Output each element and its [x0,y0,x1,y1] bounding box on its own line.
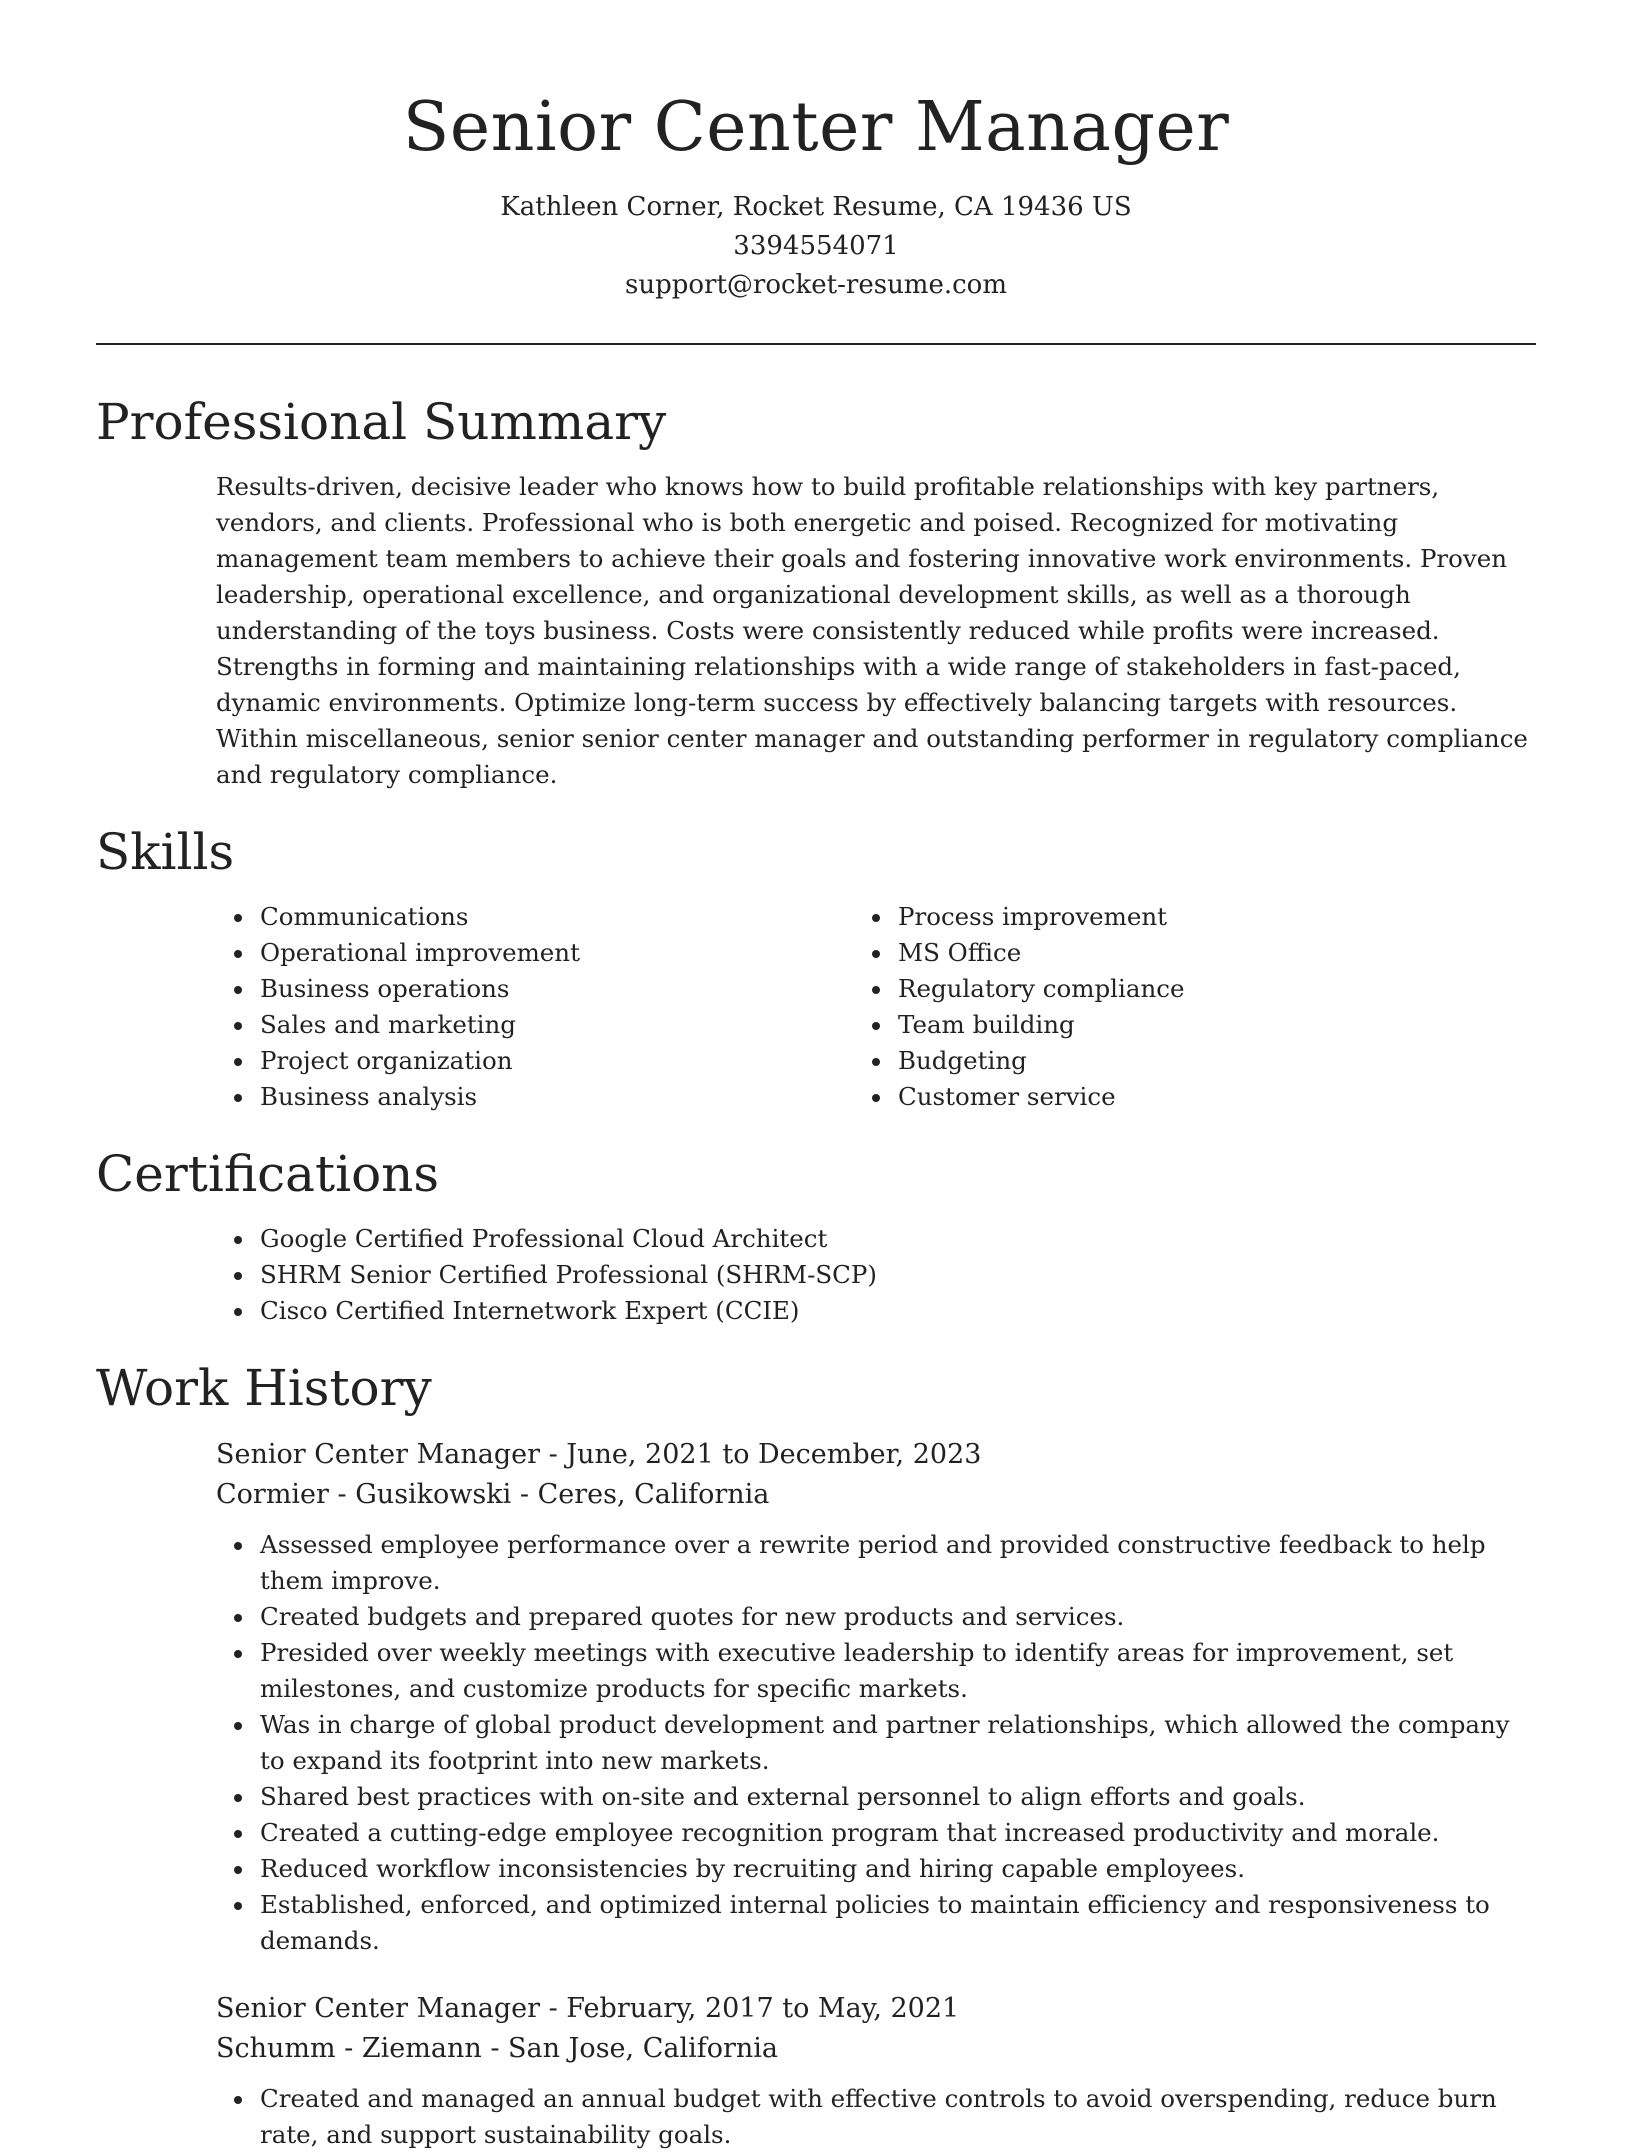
skills-column-left [260,899,898,1115]
resume-page [96,0,1536,2153]
job-bullet: Presided over weekly meetings with executive leadership to identify areas for improvement, set milestones, and customize products for specific markets. [260,1635,1536,1707]
job-location: San Jose, California [508,2033,778,2064]
job-company: Schumm - Ziemann [216,2033,482,2064]
job-bullets [260,2081,1536,2153]
skill-item: Operational improvement [260,935,898,971]
skill-item: Project organization [260,1043,898,1079]
skill-item: Regulatory compliance [898,971,1536,1007]
job-bullet: Created budgets and prepared quotes for new products and services. [260,1599,1536,1635]
contact-email: support@rocket-resume.com [624,270,1007,300]
skill-item: Sales and marketing [260,1007,898,1043]
job-title-line: Senior Center Manager - February, 2017 to May, 2021 [216,1993,960,2024]
skill-item: Communications [260,899,898,935]
job-entry [216,1435,1536,1959]
job-entry [216,1989,1536,2153]
certifications-list [260,1221,1536,1329]
skills-column-right [898,899,1536,1115]
job-title: Senior Center Manager [216,1439,540,1470]
summary-heading: Professional Summary [96,393,667,451]
certifications-heading: Certifications [96,1145,440,1203]
skills-list [260,899,1536,1115]
job-title-line: Senior Center Manager - June, 2021 to December, 2023 [216,1439,982,1470]
certification-item: Cisco Certified Internetwork Expert (CCIE) [260,1293,1536,1329]
job-bullet: Assessed employee performance over a rewrite period and provided constructive feedback to help them improve. [260,1527,1536,1599]
job-location: Ceres, California [537,1479,770,1510]
header-divider [96,343,1536,345]
job-bullet: Created a cutting-edge employee recognition program that increased productivity and morale. [260,1815,1536,1851]
skill-item: Team building [898,1007,1536,1043]
work-history-heading: Work History [96,1359,432,1417]
skill-item: Business analysis [260,1079,898,1115]
job-dates: June, 2021 to December, 2023 [566,1439,982,1470]
job-bullet: Was in charge of global product development and partner relationships, which allowed the company to expand its footprint into new markets. [260,1707,1536,1779]
resume-header [96,0,1536,305]
job-bullets [260,1527,1536,1959]
job-dates: February, 2017 to May, 2021 [566,1993,960,2024]
skill-item: Customer service [898,1079,1536,1115]
skill-item: Business operations [260,971,898,1007]
skills-heading: Skills [96,823,235,881]
summary-text: Results-driven, decisive leader who knows how to build profitable relationships with key partners, vendors, and clients. Professional who is both energetic and poised. Recognized for motivating management team members to achieve their goals and fostering innovative work environments. Proven leadership, operational excellence, and organizational development skills, as well as a thorough understanding of the toys business. Costs were consistently reduced while profits were increased. Strengths in forming and maintaining relationships with a wide range of stakeholders in fast-paced, dynamic environments. Optimize long-term success by effectively balancing targets with resources. Within miscellaneous, senior senior center manager and outstanding performer in regulatory compliance and regulatory compliance. [216,472,1528,789]
job-company-line: Schumm - Ziemann - San Jose, California [216,2033,778,2064]
contact-phone: 3394554071 [733,231,899,261]
contact-address: Kathleen Corner, Rocket Resume, CA 19436 US [500,192,1132,222]
skill-item: MS Office [898,935,1536,971]
job-bullet: Established, enforced, and optimized internal policies to maintain efficiency and responsiveness to demands. [260,1887,1536,1959]
job-bullet: Created and managed an annual budget with effective controls to avoid overspending, reduce burn rate, and support sustainability goals. [260,2081,1536,2153]
resume-title: Senior Center Manager [402,88,1230,167]
job-company-line: Cormier - Gusikowski - Ceres, California [216,1479,770,1510]
job-bullet: Shared best practices with on-site and external personnel to align efforts and goals. [260,1779,1536,1815]
job-company: Cormier - Gusikowski [216,1479,512,1510]
certification-item: SHRM Senior Certified Professional (SHRM-SCP) [260,1257,1536,1293]
job-bullet: Reduced workflow inconsistencies by recruiting and hiring capable employees. [260,1851,1536,1887]
certification-item: Google Certified Professional Cloud Architect [260,1221,1536,1257]
skill-item: Budgeting [898,1043,1536,1079]
job-title: Senior Center Manager [216,1993,540,2024]
skill-item: Process improvement [898,899,1536,935]
